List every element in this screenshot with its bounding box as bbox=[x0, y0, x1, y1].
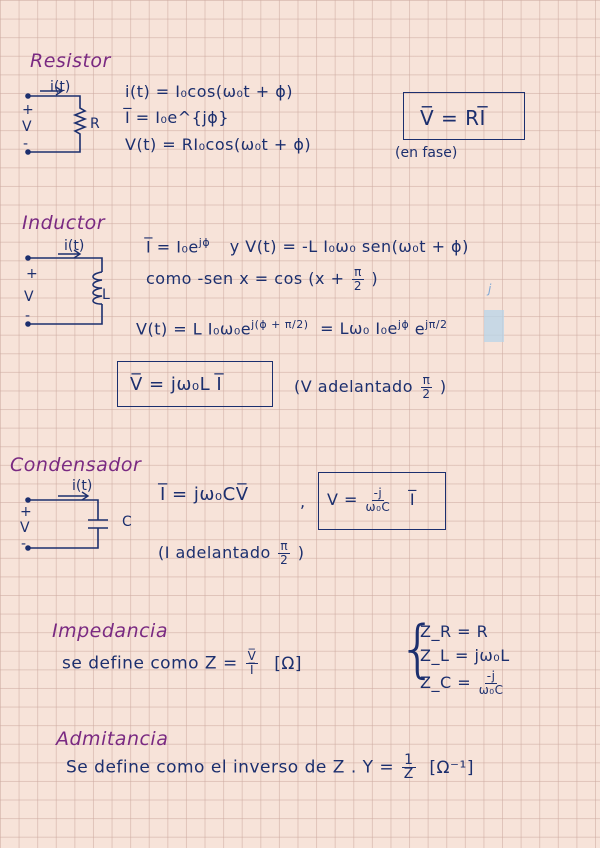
condensador-note bbox=[158, 540, 304, 567]
inductor-eq-voltage-line bbox=[136, 318, 448, 338]
admitancia-def-num: 1 bbox=[404, 752, 414, 768]
condensador-note-close: ) bbox=[297, 543, 305, 562]
inductor-eq3-main: V(t) = L I₀ω₀e bbox=[136, 319, 252, 339]
inductor-margin-mark: j bbox=[488, 282, 492, 296]
inductor-note-close: ) bbox=[439, 377, 447, 396]
impedancia-def-num: V̅ bbox=[247, 649, 257, 663]
admitancia-def-text: Se define como el inverso de Z . Y = bbox=[66, 757, 395, 778]
inductor-eq3-equals: = Lω₀ I₀e bbox=[320, 319, 398, 339]
impedancia-def-fraction bbox=[246, 650, 259, 677]
condensador-eq-current: I̅ = jω₀CV̅ bbox=[160, 484, 249, 505]
inductor-eq1-main: I̅ = I₀e bbox=[146, 237, 199, 257]
impedancia-def-den: I̅ bbox=[249, 663, 255, 677]
admitancia-definition bbox=[66, 754, 474, 781]
resistor-eq-voltage: V(t) = RI₀cos(ω₀t + ϕ) bbox=[125, 135, 312, 154]
resistor-note: (en fase) bbox=[395, 145, 458, 161]
inductor-eq2-fraction bbox=[352, 266, 364, 293]
inductor-current-label: i(t) bbox=[64, 238, 85, 254]
inductor-eq2-main: como -sen x = cos (x + bbox=[146, 269, 345, 288]
condensador-separator: , bbox=[300, 492, 306, 511]
condensador-component-label: C bbox=[122, 514, 132, 530]
condensador-circuit-diagram bbox=[18, 490, 118, 560]
impedancia-def-unit: [Ω] bbox=[274, 653, 303, 674]
resistor-v-label: V bbox=[22, 119, 32, 135]
condensador-boxed-fraction bbox=[366, 487, 391, 514]
inductor-note bbox=[294, 374, 447, 401]
condensador-boxed-lhs: V = bbox=[327, 490, 358, 509]
impedancia-def-text: se define como Z = bbox=[62, 653, 238, 674]
impedancia-zc bbox=[420, 670, 505, 697]
condensador-v-plus: + bbox=[20, 504, 32, 520]
inductor-note-text: (V adelantado bbox=[294, 377, 413, 396]
impedancia-brace: { bbox=[398, 612, 438, 685]
inductor-eq3-exponent: j(ϕ + π/2) bbox=[251, 318, 309, 331]
resistor-v-plus: + bbox=[22, 102, 34, 118]
inductor-note-fraction bbox=[421, 374, 433, 401]
condensador-boxed-result bbox=[318, 472, 446, 530]
impedancia-definition bbox=[62, 650, 302, 677]
inductor-eq3-exponent3: jπ/2 bbox=[425, 318, 448, 331]
inductor-eq3-e: e bbox=[414, 319, 426, 339]
inductor-eq2-frac-num: π bbox=[354, 265, 362, 279]
impedancia-zl: Z_L = jω₀L bbox=[420, 646, 510, 665]
condensador-boxed-den: ω₀C bbox=[365, 500, 391, 514]
inductor-boxed-formula: V̅ = jω₀L I̅ bbox=[130, 374, 223, 395]
resistor-boxed-result bbox=[403, 92, 525, 140]
condensador-current-label: i(t) bbox=[72, 478, 93, 494]
inductor-note-den: 2 bbox=[422, 387, 431, 401]
inductor-eq2-frac-den: 2 bbox=[353, 279, 363, 293]
condensador-boxed-formula bbox=[327, 487, 415, 514]
resistor-boxed-formula: V̅ = RI̅ bbox=[420, 106, 486, 130]
inductor-v-plus: + bbox=[26, 266, 38, 282]
resistor-component-label: R bbox=[90, 116, 100, 132]
inductor-eq-phasor-line bbox=[146, 236, 469, 256]
resistor-eq-phasor: I̅ = I₀e^{jϕ} bbox=[125, 108, 230, 127]
resistor-title: Resistor bbox=[30, 50, 111, 72]
condensador-note-num: π bbox=[280, 539, 289, 553]
admitancia-def-unit: [Ω⁻¹] bbox=[429, 757, 474, 778]
admitancia-def-fraction bbox=[402, 754, 415, 781]
inductor-eq1-exponent: jϕ bbox=[198, 236, 211, 249]
resistor-eq-current: i(t) = I₀cos(ω₀t + ϕ) bbox=[125, 82, 294, 101]
inductor-note-num: π bbox=[422, 373, 431, 387]
inductor-v-minus: - bbox=[25, 308, 31, 324]
condensador-v-minus: - bbox=[21, 536, 27, 552]
admitancia-def-den: Z bbox=[403, 766, 414, 782]
impedancia-zc-lhs: Z_C = bbox=[420, 673, 472, 692]
impedancia-zr: Z_R = R bbox=[420, 622, 489, 641]
resistor-v-minus: - bbox=[23, 136, 29, 152]
inductor-eq1-voltage: y V(t) = -L I₀ω₀ sen(ω₀t + ϕ) bbox=[229, 237, 469, 257]
inductor-boxed-result bbox=[117, 361, 273, 407]
impedancia-zc-fraction bbox=[479, 670, 504, 697]
inductor-highlight bbox=[484, 310, 504, 342]
inductor-eq2-close: ) bbox=[371, 269, 379, 288]
inductor-eq3-exponent2: jϕ bbox=[397, 318, 410, 331]
condensador-note-fraction bbox=[278, 540, 290, 567]
inductor-component-label: L bbox=[102, 287, 110, 303]
condensador-note-den: 2 bbox=[280, 553, 289, 567]
resistor-current-label: i(t) bbox=[50, 79, 71, 95]
condensador-boxed-rhs: I̅ bbox=[409, 490, 416, 509]
condensador-title: Condensador bbox=[10, 454, 142, 476]
impedancia-title: Impedancia bbox=[52, 620, 168, 642]
condensador-boxed-num: -j bbox=[373, 486, 383, 500]
impedancia-zc-den: ω₀C bbox=[478, 683, 504, 697]
inductor-v-label: V bbox=[24, 289, 34, 305]
impedancia-zc-num: -j bbox=[486, 669, 496, 683]
inductor-eq-identity-line bbox=[146, 266, 378, 293]
condensador-note-text: (I adelantado bbox=[158, 543, 271, 562]
inductor-title: Inductor bbox=[22, 212, 106, 234]
admitancia-title: Admitancia bbox=[56, 728, 169, 750]
condensador-v-label: V bbox=[20, 520, 30, 536]
